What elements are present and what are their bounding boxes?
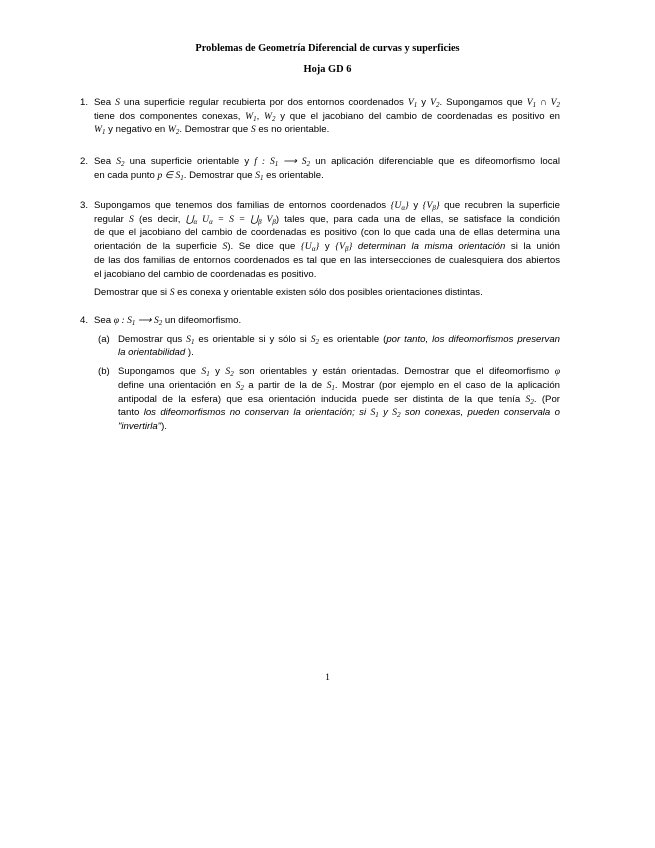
text-run: y: [408, 200, 423, 211]
text-run: de las dos familias de entornos coordenados es tal que en las intersecciones de cualesquiera dos abiertos: [94, 254, 560, 266]
math-expr: φ: [554, 366, 560, 378]
emphasis-text: "invertirla": [118, 420, 162, 432]
text-run: . (Por: [533, 393, 560, 405]
document-subtitle: Hoja GD 6: [303, 64, 352, 75]
text-run: tiene dos componentes conexas,: [94, 110, 246, 122]
text-run: tanto: [118, 407, 144, 419]
math-expr: $W_2$: [167, 124, 180, 137]
math-expr: $S_1$: [326, 379, 335, 392]
math-expr: $S_1$: [370, 407, 379, 420]
problem-number: 2.: [80, 156, 89, 167]
emphasis-text: la orientabilidad: [118, 347, 186, 359]
math-expr: $S_1$: [186, 333, 195, 346]
text-line: [118, 379, 560, 393]
text-line: [94, 254, 560, 268]
text-line: [118, 406, 560, 420]
math-expr: $S_2$: [392, 407, 401, 420]
text-run: es orientable si y sólo si: [194, 333, 311, 345]
text-run: ,: [256, 110, 265, 122]
math-expr: S: [129, 213, 134, 225]
problem-number: 3.: [80, 200, 89, 211]
text-run: ).: [161, 420, 167, 432]
emphasis-text: y: [378, 407, 393, 419]
text-run: que recubren la superficie: [439, 200, 560, 211]
text-run: si la unión: [505, 241, 560, 253]
text-run: y negativo en: [105, 124, 168, 136]
math-expr: $\{U_\alpha\}$: [300, 241, 320, 254]
text-line: [94, 240, 560, 254]
text-line: [94, 199, 560, 213]
text-run: el jacobiano del cambio de coordenadas es positivo.: [94, 268, 317, 280]
text-run: define una orientación en: [118, 379, 236, 391]
text-run: Sea: [94, 315, 114, 326]
sub-item: [98, 333, 561, 360]
text-run: y que el jacobiano del cambio de coordenadas es positivo en: [275, 110, 560, 122]
math-expr: $S_2$: [225, 366, 234, 379]
text-run: . Demostrar que: [183, 169, 256, 181]
math-expr: S: [169, 287, 175, 299]
page-number: 1: [325, 672, 330, 683]
problem-paragraph: [94, 286, 560, 300]
text-run: es no orientable.: [255, 124, 330, 136]
text-line: [94, 110, 560, 124]
math-expr: S: [115, 97, 120, 108]
text-run: Sea: [94, 97, 116, 108]
text-run: orientación de la superficie: [94, 241, 223, 253]
text-run: ).: [185, 347, 194, 359]
emphasis-text: los difeomorfismos no conservan la orientación; si: [143, 407, 371, 419]
text-run: . Demostrar que: [179, 124, 251, 136]
text-run: y: [319, 241, 336, 253]
problem-number: 1.: [80, 97, 89, 108]
text-line: [118, 365, 560, 379]
text-run: antipodal de la esfera) que esa orientación inducida puede ser distinta de la que tenía: [118, 393, 526, 405]
document-title: Problemas de Geometría Diferencial de curvas y superficies: [195, 43, 460, 54]
text-line: [94, 96, 560, 110]
text-run: en cada punto: [94, 169, 158, 181]
text-line: [118, 346, 560, 360]
text-line: [94, 226, 560, 240]
text-run: regular: [94, 213, 130, 225]
math-expr: $S_2$: [310, 333, 319, 346]
math-expr: $S_1$: [255, 169, 264, 182]
math-expr: $\{V_\beta\}$: [335, 241, 353, 254]
text-run: y: [209, 366, 226, 378]
math-expr: $\{V_\beta\}$: [422, 200, 440, 212]
text-line: [94, 314, 560, 328]
text-line: [94, 268, 560, 282]
text-run: Demostrar que si: [94, 287, 170, 299]
math-expr: S: [222, 241, 228, 253]
text-run: . Supongamos que: [439, 97, 527, 108]
emphasis-text: por tanto, los difeomorfismos preservan: [386, 333, 561, 345]
text-line: [94, 155, 560, 169]
problem-body: [94, 199, 560, 300]
text-run: y: [417, 97, 431, 108]
text-run: Sea: [94, 156, 117, 167]
text-run: son orientables y están orientadas. Demostrar que el difeomorfismo: [233, 366, 555, 378]
emphasis-text: determinan la misma orientación: [357, 241, 506, 253]
math-expr: $W_1$: [94, 124, 106, 137]
text-run: Demostrar qus: [118, 333, 187, 345]
math-expr: $V_2$: [430, 97, 440, 109]
text-line: [94, 213, 560, 227]
math-expr: $W_2$: [264, 110, 276, 123]
math-expr: $V_1$ ∩ $V_2$: [526, 97, 560, 109]
problem-1: [80, 96, 560, 137]
text-run: . Mostrar (por ejemplo en el caso de la aplicación: [334, 379, 560, 391]
text-run: una superficie orientable y: [124, 156, 255, 167]
text-run: Supongamos que tenemos dos familias de entornos coordenados: [94, 200, 391, 211]
math-expr: φ : $S_1$ ⟶ $S_2$: [113, 315, 163, 327]
text-run: es conexa y orientable existen sólo dos posibles orientaciones distintas.: [174, 287, 483, 299]
math-expr: f : $S_1$ ⟶ $S_2$: [254, 156, 311, 168]
math-expr: $S_1$: [201, 366, 210, 379]
math-expr: S: [250, 124, 256, 136]
problem-3: [80, 199, 560, 300]
emphasis-text: son conexas, pueden conservala o: [400, 407, 560, 419]
math-expr: $S_2$: [235, 379, 244, 392]
math-expr: $V_1$: [407, 97, 418, 109]
text-run: es orientable.: [263, 169, 324, 181]
problem-body: [94, 314, 560, 434]
text-run: a partir de la de: [243, 379, 327, 391]
problem-number: 4.: [80, 315, 89, 326]
text-line: [118, 333, 560, 347]
problem-2: [80, 155, 560, 182]
text-run: Supongamos que: [118, 366, 202, 378]
text-run: un difeomorfismo.: [162, 315, 242, 326]
text-run: ) tales que, para cada una de ellas, se satisface la condición: [275, 213, 561, 225]
text-line: [118, 420, 560, 434]
sub-item-label: (a): [98, 333, 110, 345]
math-expr: $\{U_\alpha\}$: [390, 200, 409, 212]
text-line: [94, 286, 560, 300]
math-expr: $S_2$: [116, 156, 125, 168]
math-expr: p ∈ $S_1$: [157, 169, 184, 182]
text-line: [94, 123, 560, 137]
text-run: (es decir,: [133, 213, 186, 225]
math-expr: $⋃_\alpha$ $U_\alpha = S$ = $⋃_\beta$ $V_\beta$: [185, 213, 276, 226]
math-expr: $S_2$: [525, 393, 534, 406]
text-run: un aplicación diferenciable que es difeomorfismo local: [310, 156, 561, 167]
text-run: de que el jacobiano del cambio de coordenadas es positivo (con lo que cada una de ellas determina una: [94, 227, 560, 239]
sub-item-label: (b): [98, 366, 110, 378]
problem-body: [94, 155, 560, 182]
math-expr: $W_1$: [245, 110, 257, 123]
problem-4: [80, 314, 560, 434]
sub-item: [98, 365, 560, 434]
text-run: una superficie regular recubierta por dos entornos coordenados: [119, 97, 408, 108]
text-run: ). Se dice que: [227, 241, 301, 253]
text-line: [94, 169, 560, 183]
text-run: es orientable (: [319, 333, 387, 345]
problem-body: [94, 96, 560, 137]
text-line: [118, 393, 560, 407]
